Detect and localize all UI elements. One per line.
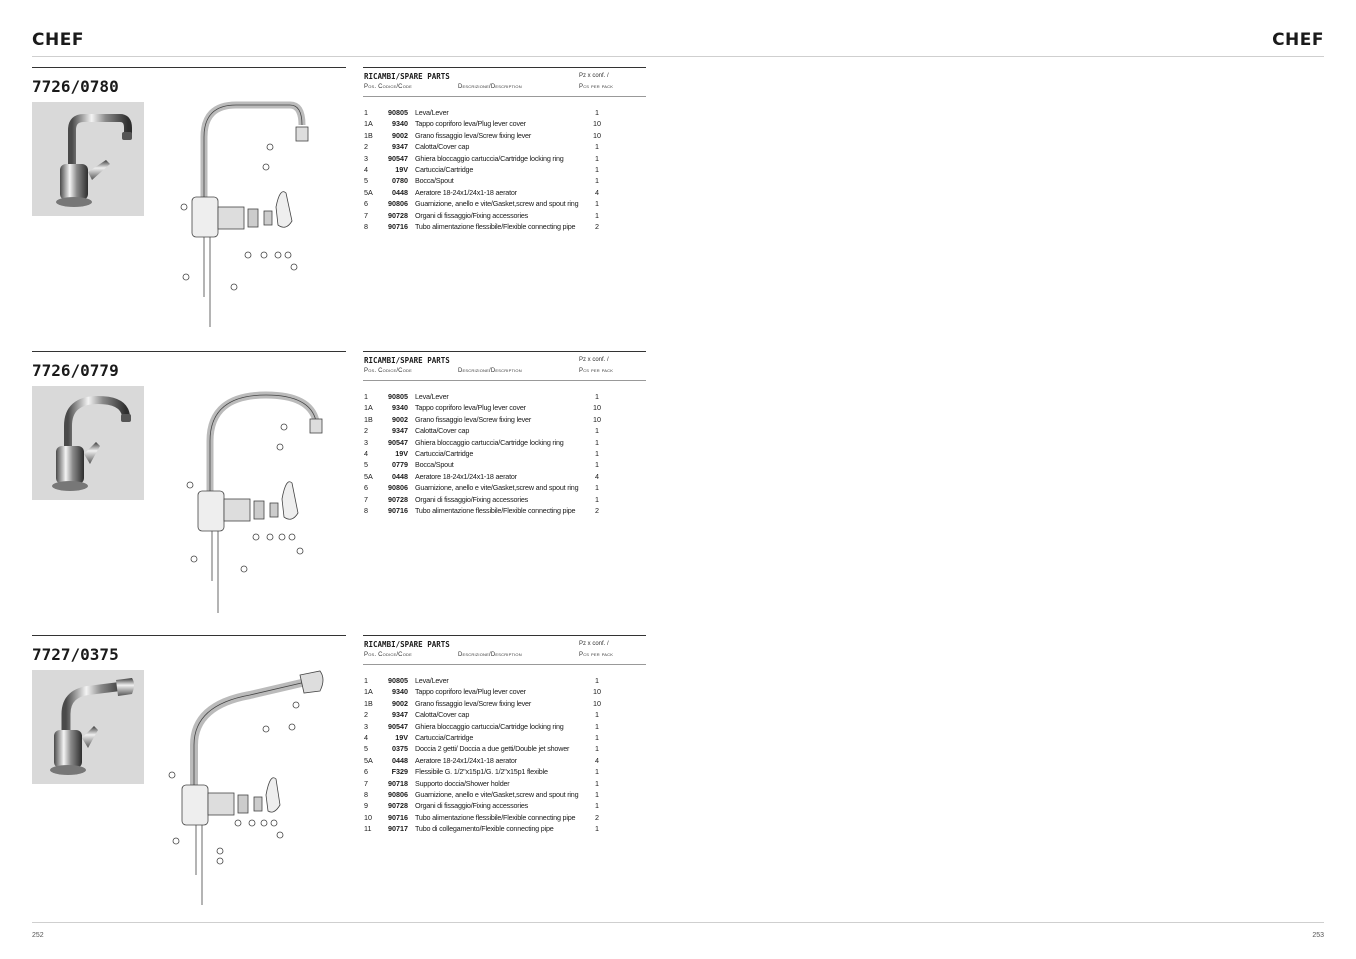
table-row xyxy=(363,482,646,493)
row-pos: 1B xyxy=(364,698,373,708)
row-pos: 2 xyxy=(364,426,368,436)
row-qty: 4 xyxy=(595,471,599,481)
page-number-left: 252 xyxy=(32,932,44,939)
row-description: Grano fissaggio leva/Screw fixing lever xyxy=(415,698,532,708)
spare-parts-table xyxy=(363,635,646,834)
row-pos: 7 xyxy=(364,494,368,504)
header-divider xyxy=(32,56,1324,57)
table-row xyxy=(363,107,646,118)
row-description: Tubo alimentazione flessibile/Flexible connecting pipe xyxy=(415,505,576,515)
row-qty: 10 xyxy=(593,687,601,697)
section-rule xyxy=(32,67,346,68)
row-description: Guarnizione, anello e vite/Gasket,screw and spout ring xyxy=(415,199,579,209)
table-rows xyxy=(363,107,646,232)
section-rule xyxy=(32,635,346,636)
product-photo xyxy=(32,386,144,500)
col-pz-line1: Pz x conf. / xyxy=(579,357,609,363)
row-qty: 1 xyxy=(595,460,599,470)
table-header xyxy=(363,352,646,381)
row-description: Tubo alimentazione flessibile/Flexible connecting pipe xyxy=(415,221,576,231)
page-number-right: 253 xyxy=(1312,932,1324,939)
row-qty: 1 xyxy=(595,210,599,220)
row-description: Calotta/Cover cap xyxy=(415,710,470,720)
row-code: 9347 xyxy=(392,710,408,720)
row-pos: 1 xyxy=(364,108,368,117)
table-row xyxy=(363,221,646,232)
row-pos: 1B xyxy=(364,414,373,424)
brand-logo-right: CHEF xyxy=(1272,30,1324,50)
col-pz-line2: Pcs per pack xyxy=(579,84,614,90)
table-row xyxy=(363,686,646,697)
product-code: 7726/0779 xyxy=(32,361,119,380)
row-qty: 1 xyxy=(595,437,599,447)
row-code: 0448 xyxy=(392,187,408,197)
table-row xyxy=(363,164,646,175)
exploded-diagram xyxy=(160,97,360,337)
row-qty: 10 xyxy=(593,119,601,129)
row-description: Bocca/Spout xyxy=(415,176,454,186)
col-pos-code: Pos. Codice/Code xyxy=(364,84,412,90)
row-code: 0375 xyxy=(392,744,408,754)
row-code: 90805 xyxy=(388,108,408,117)
row-code: 90716 xyxy=(388,221,408,231)
row-pos: 2 xyxy=(364,710,368,720)
row-code: 9340 xyxy=(392,119,408,129)
row-pos: 10 xyxy=(364,812,372,822)
row-description: Supporto doccia/Shower holder xyxy=(415,778,510,788)
table-row xyxy=(363,448,646,459)
table-title: RICAMBI/SPARE PARTS xyxy=(364,72,450,81)
table-row xyxy=(363,459,646,470)
row-pos: 5A xyxy=(364,187,373,197)
row-code: F329 xyxy=(391,767,408,777)
row-description: Flessibile G. 1/2"x15p1/G. 1/2"x15p1 flexible xyxy=(415,767,548,777)
row-code: 90728 xyxy=(388,801,408,811)
row-description: Aeratore 18-24x1/24x1-18 aerator xyxy=(415,755,517,765)
row-description: Grano fissaggio leva/Screw fixing lever xyxy=(415,414,532,424)
table-row xyxy=(363,755,646,766)
table-row xyxy=(363,153,646,164)
table-header xyxy=(363,68,646,97)
row-pos: 11 xyxy=(364,824,372,834)
table-header xyxy=(363,636,646,665)
col-description: Descrizione/Description xyxy=(458,652,522,658)
row-qty: 1 xyxy=(595,824,599,834)
row-description: Aeratore 18-24x1/24x1-18 aerator xyxy=(415,471,517,481)
row-pos: 4 xyxy=(364,732,368,742)
row-qty: 1 xyxy=(595,710,599,720)
row-description: Tappo copriforo leva/Plug lever cover xyxy=(415,403,526,413)
row-qty: 1 xyxy=(595,176,599,186)
row-description: Organi di fissaggio/Fixing accessories xyxy=(415,801,529,811)
col-pz-line2: Pcs per pack xyxy=(579,368,614,374)
row-code: 9347 xyxy=(392,142,408,152)
table-row xyxy=(363,425,646,436)
row-pos: 3 xyxy=(364,437,368,447)
row-description: Bocca/Spout xyxy=(415,460,454,470)
table-row xyxy=(363,118,646,129)
table-row xyxy=(363,789,646,800)
table-rows xyxy=(363,675,646,834)
row-pos: 6 xyxy=(364,199,368,209)
row-pos: 7 xyxy=(364,210,368,220)
table-row xyxy=(363,505,646,516)
row-description: Cartuccia/Cartridge xyxy=(415,448,474,458)
row-code: 9002 xyxy=(392,130,408,140)
row-pos: 1A xyxy=(364,403,373,413)
row-pos: 2 xyxy=(364,142,368,152)
row-description: Calotta/Cover cap xyxy=(415,142,470,152)
row-description: Tubo alimentazione flessibile/Flexible connecting pipe xyxy=(415,812,576,822)
row-qty: 1 xyxy=(595,199,599,209)
table-row xyxy=(363,130,646,141)
row-code: 9340 xyxy=(392,687,408,697)
product-section-2 xyxy=(32,351,646,631)
row-pos: 5 xyxy=(364,176,368,186)
row-qty: 1 xyxy=(595,448,599,458)
exploded-diagram xyxy=(160,381,360,621)
table-row xyxy=(363,141,646,152)
row-pos: 8 xyxy=(364,505,368,515)
product-section-1 xyxy=(32,67,646,347)
row-description: Leva/Lever xyxy=(415,676,449,685)
row-description: Organi di fissaggio/Fixing accessories xyxy=(415,494,529,504)
row-description: Grano fissaggio leva/Screw fixing lever xyxy=(415,130,532,140)
table-row xyxy=(363,198,646,209)
spare-parts-table xyxy=(363,67,646,232)
row-qty: 1 xyxy=(595,789,599,799)
row-description: Organi di fissaggio/Fixing accessories xyxy=(415,210,529,220)
row-code: 9347 xyxy=(392,426,408,436)
row-pos: 1 xyxy=(364,676,368,685)
table-row xyxy=(363,698,646,709)
row-pos: 7 xyxy=(364,778,368,788)
table-row xyxy=(363,494,646,505)
row-qty: 1 xyxy=(595,767,599,777)
row-description: Guarnizione, anello e vite/Gasket,screw and spout ring xyxy=(415,483,579,493)
row-qty: 1 xyxy=(595,732,599,742)
product-code: 7727/0375 xyxy=(32,645,119,664)
row-code: 9002 xyxy=(392,698,408,708)
row-pos: 1A xyxy=(364,687,373,697)
row-description: Ghiera bloccaggio cartuccia/Cartridge locking ring xyxy=(415,437,564,447)
row-description: Tubo di collegamento/Flexible connecting pipe xyxy=(415,824,554,834)
table-row xyxy=(363,732,646,743)
table-row xyxy=(363,675,646,686)
table-row xyxy=(363,709,646,720)
footer-divider xyxy=(32,922,1324,923)
row-qty: 4 xyxy=(595,755,599,765)
table-row xyxy=(363,778,646,789)
row-pos: 9 xyxy=(364,801,368,811)
row-qty: 10 xyxy=(593,414,601,424)
row-qty: 10 xyxy=(593,698,601,708)
table-row xyxy=(363,721,646,732)
row-code: 19V xyxy=(395,732,408,742)
table-row xyxy=(363,175,646,186)
table-title: RICAMBI/SPARE PARTS xyxy=(364,640,450,649)
section-rule xyxy=(32,351,346,352)
table-title: RICAMBI/SPARE PARTS xyxy=(364,356,450,365)
row-pos: 5 xyxy=(364,744,368,754)
row-description: Cartuccia/Cartridge xyxy=(415,164,474,174)
table-row xyxy=(363,391,646,402)
table-row xyxy=(363,766,646,777)
row-qty: 1 xyxy=(595,483,599,493)
col-description: Descrizione/Description xyxy=(458,84,522,90)
row-pos: 5 xyxy=(364,460,368,470)
row-code: 0779 xyxy=(392,460,408,470)
table-row xyxy=(363,187,646,198)
row-code: 90718 xyxy=(388,778,408,788)
table-row xyxy=(363,414,646,425)
row-qty: 2 xyxy=(595,221,599,231)
row-qty: 10 xyxy=(593,130,601,140)
exploded-diagram xyxy=(160,665,360,905)
row-description: Calotta/Cover cap xyxy=(415,426,470,436)
spare-parts-table xyxy=(363,351,646,516)
row-pos: 8 xyxy=(364,789,368,799)
table-row xyxy=(363,823,646,834)
table-row xyxy=(363,471,646,482)
product-photo xyxy=(32,670,144,784)
row-pos: 4 xyxy=(364,164,368,174)
row-description: Ghiera bloccaggio cartuccia/Cartridge locking ring xyxy=(415,721,564,731)
row-code: 90728 xyxy=(388,494,408,504)
row-pos: 5A xyxy=(364,471,373,481)
row-code: 90716 xyxy=(388,505,408,515)
row-qty: 1 xyxy=(595,721,599,731)
row-pos: 6 xyxy=(364,483,368,493)
row-qty: 1 xyxy=(595,392,599,401)
table-rows xyxy=(363,391,646,516)
row-qty: 1 xyxy=(595,164,599,174)
row-code: 19V xyxy=(395,164,408,174)
row-qty: 1 xyxy=(595,153,599,163)
row-code: 90806 xyxy=(388,789,408,799)
row-qty: 1 xyxy=(595,142,599,152)
product-section-3 xyxy=(32,635,646,915)
row-description: Aeratore 18-24x1/24x1-18 aerator xyxy=(415,187,517,197)
product-photo xyxy=(32,102,144,216)
col-pos-code: Pos. Codice/Code xyxy=(364,652,412,658)
product-code: 7726/0780 xyxy=(32,77,119,96)
row-description: Leva/Lever xyxy=(415,108,449,117)
row-description: Ghiera bloccaggio cartuccia/Cartridge locking ring xyxy=(415,153,564,163)
col-description: Descrizione/Description xyxy=(458,368,522,374)
row-pos: 1 xyxy=(364,392,368,401)
row-qty: 2 xyxy=(595,812,599,822)
row-description: Cartuccia/Cartridge xyxy=(415,732,474,742)
table-row xyxy=(363,812,646,823)
col-pz-line2: Pcs per pack xyxy=(579,652,614,658)
row-code: 90547 xyxy=(388,437,408,447)
row-code: 90806 xyxy=(388,483,408,493)
row-pos: 1A xyxy=(364,119,373,129)
row-pos: 1B xyxy=(364,130,373,140)
row-pos: 3 xyxy=(364,721,368,731)
row-code: 90805 xyxy=(388,392,408,401)
row-pos: 8 xyxy=(364,221,368,231)
col-pz-line1: Pz x conf. / xyxy=(579,73,609,79)
row-code: 90806 xyxy=(388,199,408,209)
row-code: 9340 xyxy=(392,403,408,413)
row-pos: 5A xyxy=(364,755,373,765)
row-code: 90716 xyxy=(388,812,408,822)
table-row xyxy=(363,437,646,448)
table-row xyxy=(363,743,646,754)
row-code: 9002 xyxy=(392,414,408,424)
col-pz-line1: Pz x conf. / xyxy=(579,641,609,647)
row-code: 90717 xyxy=(388,824,408,834)
row-qty: 1 xyxy=(595,426,599,436)
row-code: 0448 xyxy=(392,755,408,765)
row-qty: 1 xyxy=(595,801,599,811)
row-code: 90805 xyxy=(388,676,408,685)
row-description: Guarnizione, anello e vite/Gasket,screw and spout ring xyxy=(415,789,579,799)
row-pos: 6 xyxy=(364,767,368,777)
row-code: 0780 xyxy=(392,176,408,186)
row-qty: 2 xyxy=(595,505,599,515)
row-qty: 1 xyxy=(595,744,599,754)
row-qty: 1 xyxy=(595,108,599,117)
row-description: Tappo copriforo leva/Plug lever cover xyxy=(415,687,526,697)
row-qty: 1 xyxy=(595,676,599,685)
row-code: 19V xyxy=(395,448,408,458)
table-row xyxy=(363,210,646,221)
row-code: 90547 xyxy=(388,153,408,163)
row-description: Leva/Lever xyxy=(415,392,449,401)
row-code: 90728 xyxy=(388,210,408,220)
row-pos: 3 xyxy=(364,153,368,163)
row-qty: 1 xyxy=(595,778,599,788)
row-description: Tappo copriforo leva/Plug lever cover xyxy=(415,119,526,129)
row-pos: 4 xyxy=(364,448,368,458)
row-code: 0448 xyxy=(392,471,408,481)
table-row xyxy=(363,402,646,413)
table-row xyxy=(363,800,646,811)
row-qty: 10 xyxy=(593,403,601,413)
row-description: Doccia 2 getti/ Doccia a due getti/Double jet shower xyxy=(415,744,570,754)
row-qty: 4 xyxy=(595,187,599,197)
brand-logo-left: CHEF xyxy=(32,30,84,50)
row-qty: 1 xyxy=(595,494,599,504)
row-code: 90547 xyxy=(388,721,408,731)
col-pos-code: Pos. Codice/Code xyxy=(364,368,412,374)
